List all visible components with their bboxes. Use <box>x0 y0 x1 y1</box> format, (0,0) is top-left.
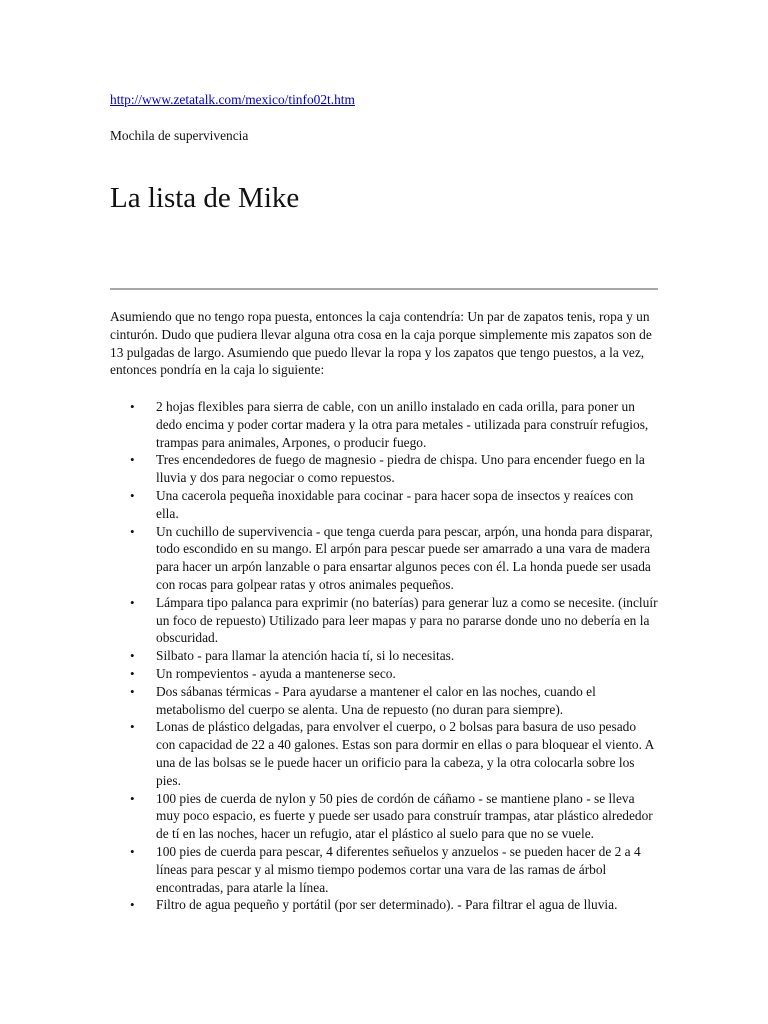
list-item <box>110 843 658 896</box>
bullet-icon: • <box>130 665 135 681</box>
bullet-icon: • <box>130 719 135 735</box>
bullet-icon: • <box>130 399 135 414</box>
list-item-text: 2 hojas flexibles para sierra de cable, con un anillo instalado en cada orilla, para poner un dedo encima y poder cortar madera y la otra para metales - utilizada para construír refugios, trampas para animales, Arpones, o producir fuego. <box>156 399 649 450</box>
list-item <box>110 790 658 843</box>
list-item-text: Lonas de plástico delgadas, para envolver el cuerpo, o 2 bolsas para basura de uso pesado con capacidad de 22 a 40 galones. Estas son para dormir en ellas o para bloquear el viento. A una de las bolsas se le puede hacer un orificio para la cabeza, y la otra colocarla sobre los pies. <box>156 719 654 788</box>
list-item <box>110 665 658 683</box>
list-item <box>110 523 658 594</box>
list-item-text: 100 pies de cuerda de nylon y 50 pies de cordón de cáñamo - se mantiene plano - se lleva muy poco espacio, es fuerte y puede ser usado para construír trampas, atar plástico alrededor de tí en las noches, hacer un refugio, atar el plástico al suelo para que no se vuele. <box>156 790 653 842</box>
bullet-icon: • <box>130 452 135 468</box>
list-item <box>110 594 658 647</box>
list-item-text: Lámpara tipo palanca para exprimir (no baterías) para generar luz a como se necesite. (incluír un foco de repuesto) Utilizado para leer mapas y para no pararse donde uno no debería en la obscuridad. <box>156 594 658 646</box>
bullet-icon: • <box>130 594 135 610</box>
bullet-icon: • <box>130 648 135 664</box>
list-item <box>110 487 658 523</box>
bullet-icon: • <box>130 843 135 859</box>
list-item-text: Filtro de agua pequeño y portátil (por ser determinado). - Para filtrar el agua de lluvia. <box>156 897 618 913</box>
list-item-text: Una cacerola pequeña inoxidable para cocinar - para hacer sopa de insectos y reaíces con ella. <box>156 487 634 521</box>
list-item <box>110 718 658 789</box>
list-item-text: 100 pies de cuerda para pescar, 4 diferentes señuelos y anzuelos - se pueden hacer de 2 a 4 líneas para pescar y al mismo tiempo podemos cortar una vara de las ramas de árbol encontradas, para atarle la línea. <box>156 843 641 895</box>
list-item <box>110 647 658 665</box>
bullet-icon: • <box>130 683 135 699</box>
list-item <box>110 451 658 487</box>
document-subtitle: Mochila de supervivencia <box>110 128 249 143</box>
list-item <box>110 896 658 914</box>
bullet-icon: • <box>130 487 135 503</box>
supply-list <box>110 398 658 914</box>
bullet-icon: • <box>130 523 135 539</box>
intro-paragraph: Asumiendo que no tengo ropa puesta, entonces la caja contendría: Un par de zapatos tenis, ropa y un cinturón. Dudo que pudiera llevar alguna otra cosa en la caja porque simplemente mis zapatos son de 13 pulgadas de largo. Asumiendo que puedo llevar la ropa y los zapatos que tengo puestos, a la vez, entonces pondría en la caja lo siguiente: <box>110 309 652 378</box>
page-title: La lista de Mike <box>110 182 300 214</box>
horizontal-divider <box>110 288 658 290</box>
list-item <box>110 683 658 719</box>
list-item-text: Un cuchillo de supervivencia - que tenga cuerda para pescar, arpón, una honda para disparar, todo escondido en su mango. El arpón para pescar puede ser amarrado a una vara de madera para hacer un arpón lanzable o para ensartar algunos peces con él. La honda puede ser usada con rocas para golpear ratas y otros animales pequeños. <box>156 523 653 592</box>
list-item-text: Un rompevientos - ayuda a mantenerse seco. <box>156 665 396 681</box>
list-item-text: Tres encendedores de fuego de magnesio - piedra de chispa. Uno para encender fuego en la lluvia y dos para negociar o como repuestos. <box>156 452 645 486</box>
list-item <box>110 398 658 451</box>
bullet-icon: • <box>130 897 135 913</box>
list-item-text: Dos sábanas térmicas - Para ayudarse a mantener el calor en las noches, cuando el metabolismo del cuerpo se alenta. Una de repuesto (no duran para siempre). <box>156 683 596 717</box>
source-url-link[interactable]: http://www.zetatalk.com/mexico/tinfo02t.htm <box>110 92 355 107</box>
bullet-icon: • <box>130 790 135 806</box>
list-item-text: Silbato - para llamar la atención hacia tí, si lo necesitas. <box>156 648 455 664</box>
